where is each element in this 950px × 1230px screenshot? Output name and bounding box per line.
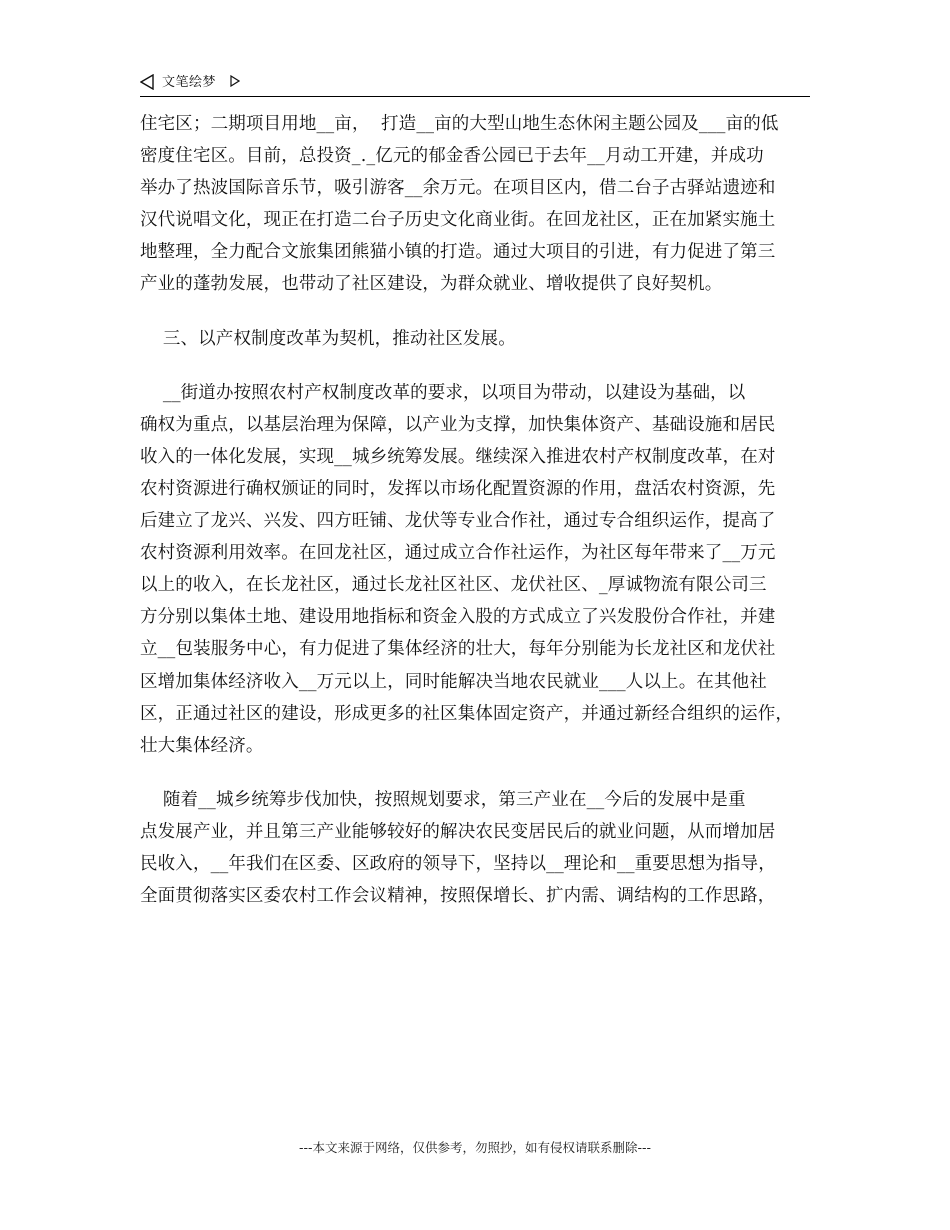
text-line: 住宅区；二期项目用地__亩， 打造__亩的大型山地生态休闲主题公园及___亩的低 [140,114,779,134]
text-line: 民收入，__年我们在区委、区政府的领导下，坚持以__理论和__重要思想为指导， [140,853,776,874]
text-line: 区，正通过社区的建设，形成更多的社区集体固定资产，并通过新经合组织的运作， [140,703,794,724]
text-line: 密度住宅区。目前，总投资_._亿元的郁金香公园已于去年__月动工开建，并成功 [140,146,764,167]
paragraph [140,377,820,762]
text-line: 农村资源利用效率。在回龙社区，通过成立合作社运作，为社区每年带来了__万元 [140,543,776,564]
text-line: 举办了热波国际音乐节，吸引游客__余万元。在项目区内，借二台子古驿站遗迹和 [140,178,776,199]
triangle-left-icon [140,74,154,90]
text-line: 方分别以集体土地、建设用地指标和资金入股的方式成立了兴发股份合作社，并建 [140,607,776,628]
text-line: __街道办按照农村产权制度改革的要求，以项目为带动，以建设为基础，以 [140,382,746,403]
document-body [140,108,820,912]
triangle-right-icon [230,75,240,87]
text-line: 地整理，全力配合文旅集团熊猫小镇的打造。通过大项目的引进，有力促进了第三 [140,242,776,263]
section-heading [140,323,820,355]
text-line: 汉代说唱文化，现正在打造二台子历史文化商业街。在回龙社区，正在加紧实施土 [140,210,776,231]
text-line: 以上的收入，在长龙社区，通过长龙社区社区、龙伏社区、_厚诚物流有限公司三 [140,575,767,596]
text-line: 区增加集体经济收入__万元以上，同时能解决当地农民就业___人以上。在其他社 [140,671,767,692]
text-line: 壮大集体经济。 [140,735,264,756]
text-line: 农村资源进行确权颁证的同时，发挥以市场化配置资源的作用，盘活农村资源，先 [140,478,776,499]
page-header [140,70,810,97]
paragraph [140,784,820,912]
text-line: 随着__城乡统筹步伐加快，按照规划要求，第三产业在__今后的发展中是重 [140,789,746,810]
text-line: 后建立了龙兴、兴发、四方旺铺、龙伏等专业合作社，通过专合组织运作，提高了 [140,511,776,532]
text-line: 三、以产权制度改革为契机，推动社区发展。 [140,328,516,349]
header-brand: 文笔绘梦 [162,75,217,90]
text-line: 点发展产业，并且第三产业能够较好的解决农民变居民后的就业问题，从而增加居 [140,821,776,842]
paragraph [140,108,820,301]
text-line: 确权为重点，以基层治理为保障，以产业为支撑，加快集体资产、基础设施和居民 [140,414,776,435]
text-line: 立__包装服务中心，有力促进了集体经济的壮大，每年分别能为长龙社区和龙伏社 [140,639,776,660]
page-footer-notice: ---本文来源于网络，仅供参考，勿照抄，如有侵权请联系删除--- [298,1140,652,1155]
text-line: 产业的蓬勃发展，也带动了社区建设，为群众就业、增收提供了良好契机。 [140,274,723,295]
text-line: 收入的一体化发展，实现__城乡统筹发展。继续深入推进农村产权制度改革，在对 [140,446,776,467]
text-line: 全面贯彻落实区委农村工作会议精神，按照保增长、扩内需、调结构的工作思路， [140,886,776,907]
